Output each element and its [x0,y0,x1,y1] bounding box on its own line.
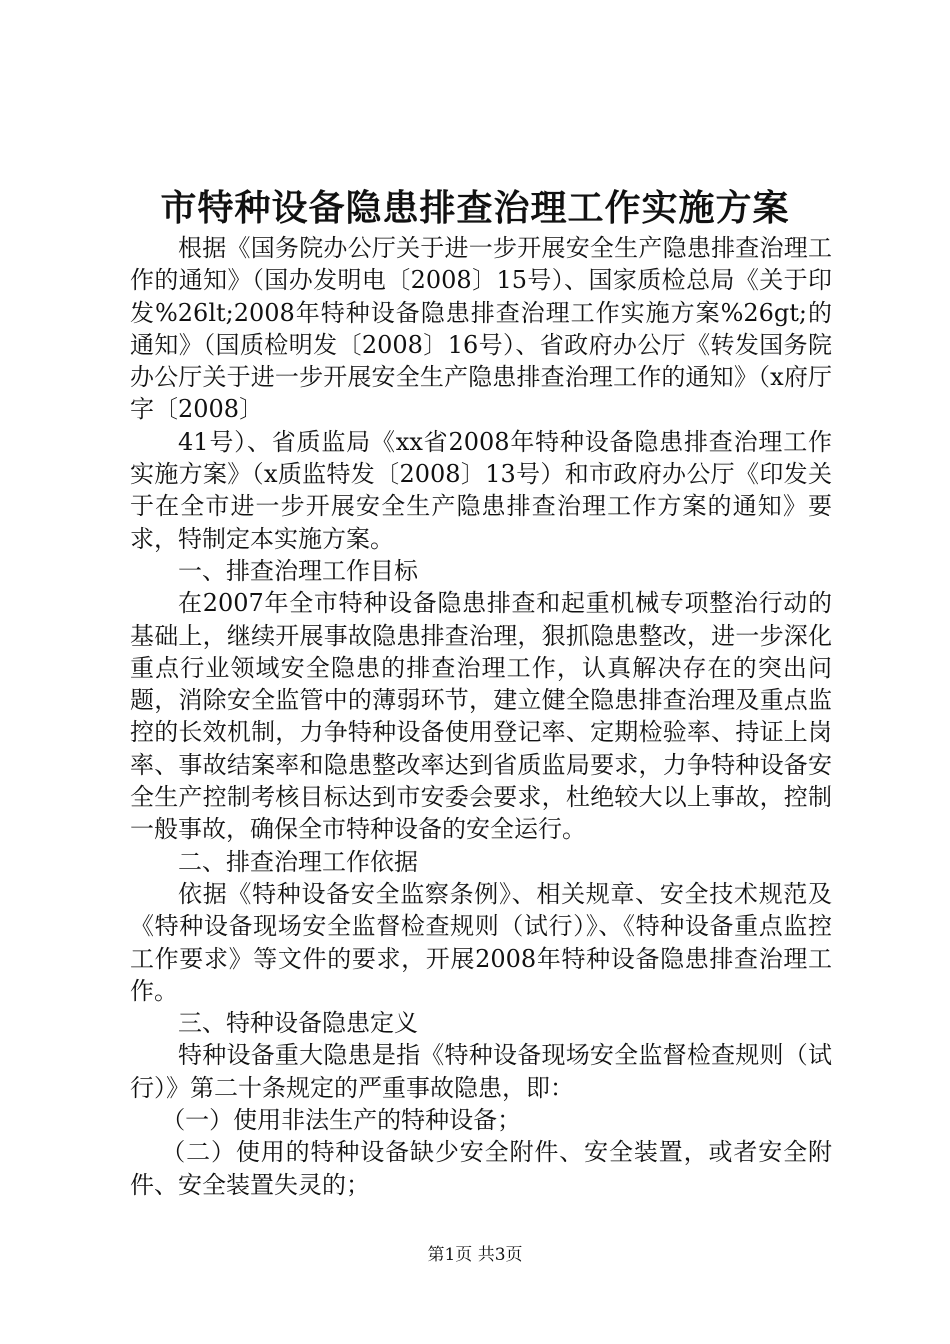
paragraph: 依据《特种设备安全监察条例》、相关规章、安全技术规范及《特种设备现场安全监督检查规则（试行）》、《特种设备重点监控工作要求》等文件的要求，开展2008年特种设备隐患排查治理工作。 [130,879,832,1005]
paragraph: 在2007年全市特种设备隐患排查和起重机械专项整治行动的基础上，继续开展事故隐患排查治理，狠抓隐患整改，进一步深化重点行业领域安全隐患的排查治理工作，认真解决存在的突出问题，消除安全监管中的薄弱环节，建立健全隐患排查治理及重点监控的长效机制，力争特种设备使用登记率、定期检验率、持证上岗率、事故结案率和隐患整改率达到省质监局要求，力争特种设备安全生产控制考核目标达到市安委会要求，杜绝较大以上事故，控制一般事故，确保全市特种设备的安全运行。 [130,589,832,844]
section-heading: 二、排查治理工作依据 [178,847,418,876]
section-heading: 一、排查治理工作目标 [178,556,418,585]
document-body [130,232,832,1201]
section-heading: 三、特种设备隐患定义 [178,1009,418,1038]
page-footer: 第1页 共3页 [427,1245,523,1265]
list-item: （一）使用非法生产的特种设备； [161,1106,522,1135]
list-item: （二）使用的特种设备缺少安全附件、安全装置，或者安全附件、安全装置失灵的； [130,1138,832,1199]
document-title: 市特种设备隐患排查治理工作实施方案 [160,187,790,229]
paragraph: 特种设备重大隐患是指《特种设备现场安全监督检查规则（试行）》第二十条规定的严重事故隐患，即： [130,1041,832,1102]
paragraph: 根据《国务院办公厅关于进一步开展安全生产隐患排查治理工作的通知》（国办发明电〔2008〕15号）、国家质检总局《关于印发%26lt;2008年特种设备隐患排查治理工作实施方案%26gt;的通知》（国质检明发〔2008〕16号）、省政府办公厅《转发国务院办公厅关于进一步开展安全生产隐患排查治理工作的通知》（x府厅字〔2008〕 [130,234,832,424]
paragraph: 41号）、省质监局《xx省2008年特种设备隐患排查治理工作实施方案》（x质监特发〔2008〕13号）和市政府办公厅《印发关于在全市进一步开展安全生产隐患排查治理工作方案的通知》要求，特制定本实施方案。 [130,427,832,553]
